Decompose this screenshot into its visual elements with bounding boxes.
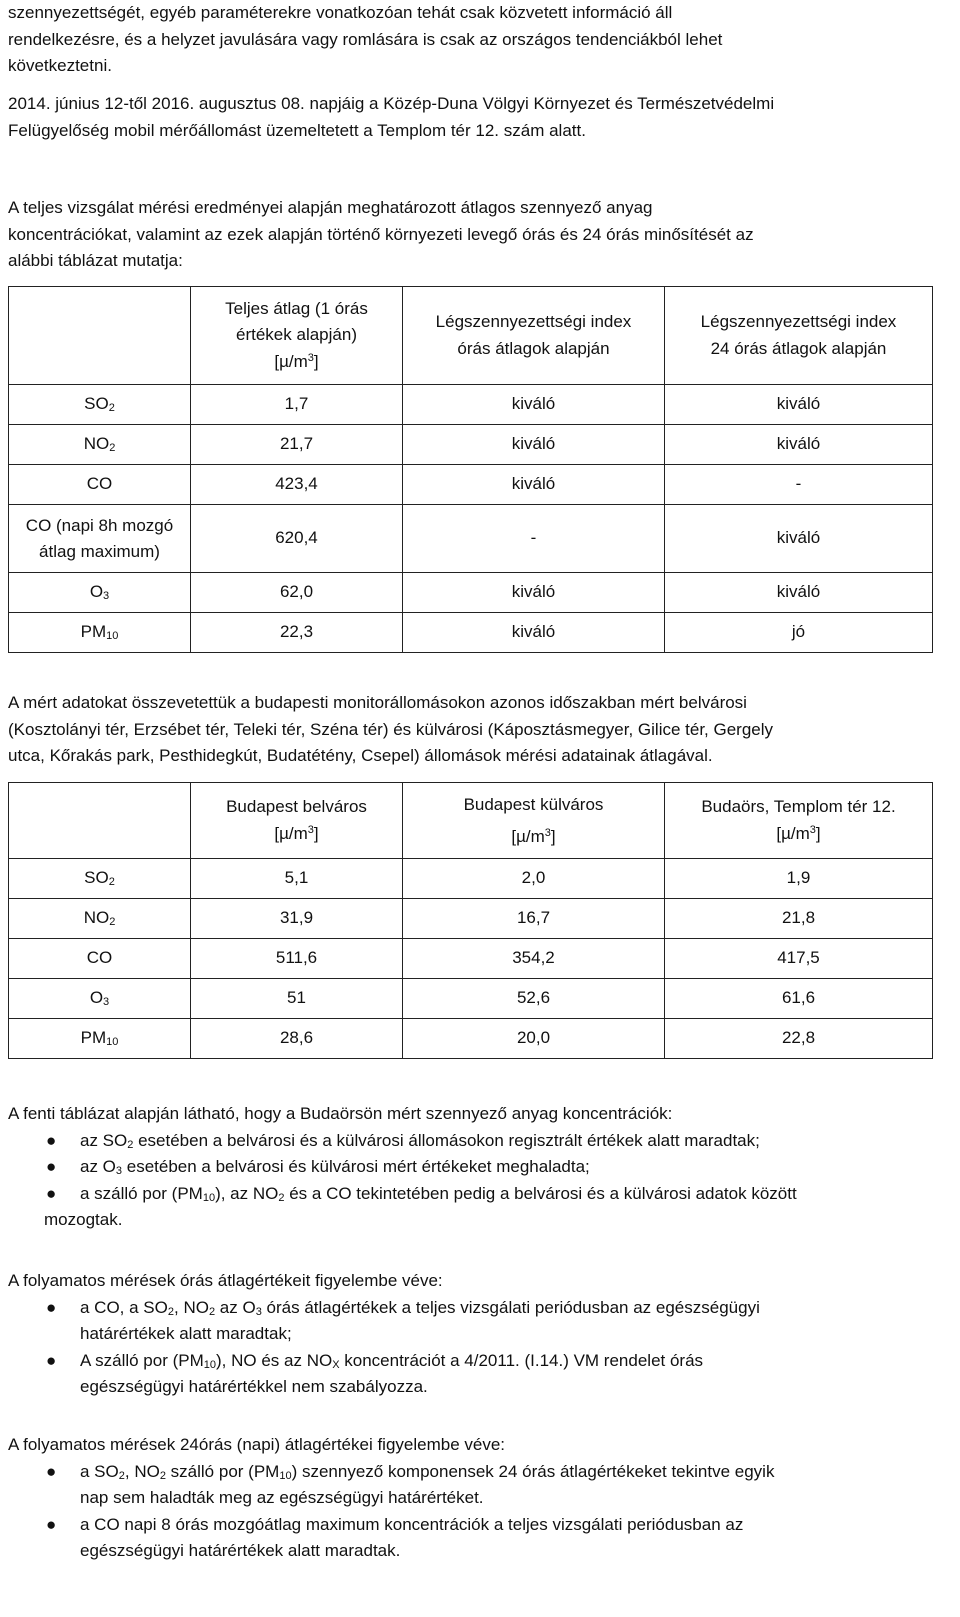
item-subscript: 10 [202,1191,216,1204]
intro-paragraph-3 [8,195,938,275]
header-text: Légszennyezettségi index [435,312,632,331]
unit-text: ] [815,823,821,843]
header-text: Budapest belváros [226,797,367,816]
inner-city-cell: 51 [191,979,403,1019]
unit-label [669,821,928,848]
inner-city-cell: 28,6 [191,1019,403,1059]
list-item [8,1459,938,1486]
list-item [8,1128,938,1155]
pollutant-cell [9,425,191,465]
comparison-table [8,782,933,1059]
outer-city-cell: 354,2 [403,939,665,979]
unit-label [407,821,660,853]
pollutant-cell [9,385,191,425]
table-row [9,465,933,505]
header-text: Budapest külváros [463,794,604,814]
list-item [8,1181,938,1208]
average-cell: 62,0 [191,573,403,613]
budaors-cell: 61,6 [665,979,933,1019]
budaors-cell: 417,5 [665,939,933,979]
table-header-row [9,287,933,385]
item-text: ) szennyező komponensek 24 órás átlagértékeket tekintve egyik [291,1461,775,1481]
pollutant-cell [9,613,191,653]
average-cell: 423,4 [191,465,403,505]
list-item [8,1512,938,1539]
budaors-cell: 1,9 [665,859,933,899]
table-row [9,859,933,899]
outer-city-cell: 2,0 [403,859,665,899]
table-row [9,979,933,1019]
text-line: koncentrációkat, valamint az ezek alapján történő környezeti levegő órás és 24 órás minősítését az [8,224,754,244]
table-row [9,613,933,653]
text-line: rendelkezésre, és a helyzet javulására vagy romlására is csak az országos tendenciákból lehet [8,29,723,49]
item-subscript: X [332,1358,340,1371]
outer-city-cell: 20,0 [403,1019,665,1059]
unit-sup: 3 [809,823,816,836]
item-text: órás átlagértékek a teljes vizsgálati periódusban az egészségügyi [261,1297,760,1317]
daily-list [8,1459,938,1565]
pollutant-cell [9,859,191,899]
text-line: (Kosztolányi tér, Erzsébet tér, Teleki tér, Széna tér) és külvárosi (Káposztásmegyer, Gilice tér, Gergely [8,719,774,739]
text-line: következtetni. [8,56,112,75]
average-cell: 21,7 [191,425,403,465]
item-text: a CO, a SO [80,1297,168,1317]
item-continuation: nap sem haladták meg az egészségügyi határértéket. [80,1488,484,1507]
table-header-row [9,783,933,859]
item-text: esetében a belvárosi és a külvárosi állomásokon regisztrált értékek alatt maradtak; [133,1130,760,1150]
average-cell: 22,3 [191,613,403,653]
item-continuation: határértékek alatt maradtak; [80,1324,292,1343]
hourly-index-cell: kiváló [403,465,665,505]
hourly-index-cell: kiváló [403,425,665,465]
pollutant-subscript: 3 [103,996,110,1009]
pollutant-cell [9,939,191,979]
table-row [9,505,933,573]
budaors-cell: 21,8 [665,899,933,939]
header-text: Teljes átlag (1 órás [225,298,368,318]
daily-index-cell: - [665,465,933,505]
pollutant-name: NO [83,434,110,454]
item-subscript: 2 [167,1305,174,1318]
findings-section [8,1101,938,1234]
bullet-icon: ● [46,1157,57,1176]
inner-city-cell: 5,1 [191,859,403,899]
item-subscript: 2 [118,1469,125,1482]
daily-index-cell: kiváló [665,425,933,465]
bullet-icon: ● [46,1297,57,1317]
inner-city-cell: 511,6 [191,939,403,979]
pollutant-name: PM [80,622,107,642]
unit-text: ] [550,826,556,846]
item-text: a CO napi 8 órás mozgóátlag maximum koncentrációk a teljes vizsgálati periódusban az [80,1514,744,1534]
daily-index-cell: kiváló [665,385,933,425]
header-cell-budaors [665,783,933,859]
text-line: alábbi táblázat mutatja: [8,251,183,270]
unit-label [195,821,398,848]
unit-sup: 3 [544,826,551,839]
findings-list [8,1128,938,1208]
pollutant-subscript: 2 [109,916,116,929]
outer-city-cell: 52,6 [403,979,665,1019]
header-text: Budaörs, Templom tér 12. [701,797,896,816]
pollutant-name: SO [84,394,109,414]
bullet-icon: ● [46,1183,57,1203]
average-cell: 620,4 [191,505,403,573]
comparison-paragraph [8,690,938,770]
hourly-index-cell: kiváló [403,573,665,613]
unit-label [195,349,398,376]
pollutant-cell [9,573,191,613]
text-line: 2014. június 12-től 2016. augusztus 08. napjáig a Közép-Duna Völgyi Környezet és Természetvédelmi [8,94,775,113]
hourly-index-cell: - [403,505,665,573]
header-cell-empty [9,783,191,859]
daily-index-cell: kiváló [665,505,933,573]
pollutant-name: CO [86,948,113,968]
pollutant-subscript: 2 [108,402,115,415]
section-lead: A folyamatos mérések 24órás (napi) átlagértékei figyelembe véve: [8,1435,506,1454]
header-text: órás átlagok alapján [457,338,610,358]
table-row [9,939,933,979]
item-subscript: 10 [203,1358,217,1371]
item-text: a szálló por (PM [80,1183,203,1203]
table-row [9,573,933,613]
daily-section [8,1432,938,1565]
index-table [8,286,933,653]
unit-sup: 3 [307,823,314,836]
text-line: A mért adatokat összevetettük a budapesti monitorállomásokon azonos időszakban mért belvárosi [8,693,747,712]
pollutant-subscript: 3 [103,590,110,603]
pollutant-cell [9,979,191,1019]
header-cell-inner-city [191,783,403,859]
item-text: koncentrációt a 4/2011. (I.14.) VM rendelet órás [339,1350,704,1370]
item-text: , NO [174,1297,209,1317]
item-text: esetében a belvárosi és külvárosi mért értékeket meghaladta; [122,1157,590,1176]
pollutant-subscript: 10 [106,1036,119,1049]
pollutant-name: CO [86,474,113,494]
text-line: A teljes vizsgálat mérési eredményei alapján meghatározott átlagos szennyező anyag [8,198,653,217]
unit-text: [µ/m [274,351,308,371]
pollutant-subscript: 2 [109,442,116,455]
bullet-icon: ● [46,1350,57,1370]
item-subscript: 2 [278,1191,285,1204]
header-cell-hourly-index [403,287,665,385]
budaors-cell: 22,8 [665,1019,933,1059]
pollutant-name: PM [80,1028,107,1048]
header-text: 24 órás átlagok alapján [710,338,887,358]
text-line: szennyezettségét, egyéb paraméterekre vonatkozóan tehát csak közvetett információ áll [8,3,673,22]
item-text: , NO [124,1461,160,1481]
pollutant-cell [9,465,191,505]
table-row [9,899,933,939]
item-text: az SO [80,1130,128,1150]
header-cell-outer-city [403,783,665,859]
outer-city-cell: 16,7 [403,899,665,939]
unit-text: [µ/m [274,823,308,843]
item-subscript: 2 [127,1138,134,1151]
pollutant-name: SO [84,868,109,888]
header-text: Légszennyezettségi index [700,312,897,331]
item-text: ), az NO [215,1183,279,1203]
unit-text: [µ/m [776,823,810,843]
item-continuation: egészségügyi határértékkel nem szabályozza. [80,1377,428,1396]
header-text: értékek alapján) [236,325,357,345]
text-line: utca, Kőrakás park, Pesthidegkút, Budatétény, Csepel) állomások mérési adatainak átlagával. [8,746,713,765]
header-cell-daily-index [665,287,933,385]
item-text: és a CO tekintetében pedig a belvárosi és a külvárosi adatok között [284,1183,797,1203]
list-item [8,1295,938,1322]
intro-paragraph-2 [8,91,938,144]
item-text: az O [215,1297,256,1317]
section-lead: A folyamatos mérések órás átlagértékeit figyelembe véve: [8,1271,443,1290]
pollutant-name: CO (napi 8h mozgó átlag maximum) [25,515,174,561]
pollutant-subscript: 10 [106,630,119,643]
hourly-index-cell: kiváló [403,613,665,653]
unit-text: [µ/m [511,826,545,846]
unit-text: ] [313,351,319,371]
pollutant-cell [9,899,191,939]
pollutant-subscript: 2 [108,876,115,889]
header-cell-empty [9,287,191,385]
item-continuation: mozogtak. [44,1210,123,1229]
text-line: Felügyelőség mobil mérőállomást üzemeltetett a Templom tér 12. szám alatt. [8,120,586,140]
table-row [9,1019,933,1059]
daily-index-cell: kiváló [665,573,933,613]
unit-text: ] [313,823,319,843]
bullet-icon: ● [46,1130,57,1150]
table-row [9,385,933,425]
pollutant-name: O [89,988,104,1008]
item-text: a SO [80,1461,119,1481]
header-cell-average [191,287,403,385]
bullet-icon: ● [46,1461,57,1481]
hourly-index-cell: kiváló [403,385,665,425]
item-text: szálló por (PM [165,1461,280,1481]
pollutant-cell [9,505,191,573]
unit-sup: 3 [307,351,314,364]
pollutant-name: O [89,582,104,602]
item-subscript: 3 [255,1305,262,1318]
item-subscript: 3 [115,1165,123,1177]
list-item [8,1348,938,1375]
daily-index-cell: jó [665,613,933,653]
item-subscript: 2 [208,1305,216,1318]
hourly-section [8,1268,938,1401]
table-row [9,425,933,465]
item-subscript: 10 [279,1469,292,1482]
list-item [8,1154,938,1181]
item-text: ), NO és az NO [216,1350,333,1370]
pollutant-name: NO [83,908,110,928]
intro-paragraph-1 [8,0,938,80]
inner-city-cell: 31,9 [191,899,403,939]
section-lead: A fenti táblázat alapján látható, hogy a Budaörsön mért szennyező anyag koncentrációk: [8,1104,673,1123]
hourly-list [8,1295,938,1401]
pollutant-cell [9,1019,191,1059]
item-text: az O [80,1157,116,1176]
item-continuation: egészségügyi határértékek alatt maradtak. [80,1541,401,1560]
item-text: A szálló por (PM [80,1350,204,1370]
average-cell: 1,7 [191,385,403,425]
item-subscript: 2 [159,1469,166,1482]
bullet-icon: ● [46,1514,57,1534]
